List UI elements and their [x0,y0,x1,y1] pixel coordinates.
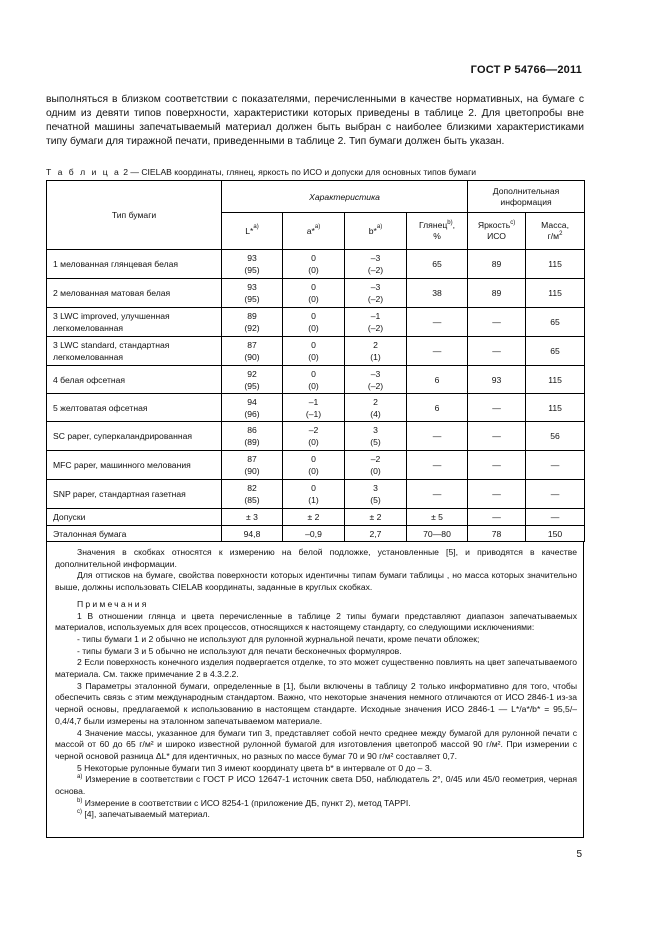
table-row [47,337,585,366]
row-brightness: — [468,337,526,366]
tolerance-gloss: ± 5 [407,509,468,526]
row-value-b: 3 (5) [345,480,407,509]
row-gloss: — [407,308,468,337]
reference-mass: 150 [526,526,585,542]
note-paragraph: Значения в скобках относятся к измерению на белой подложке, установленные [5], и приводятся в качестве дополнительной информации. [55,547,577,569]
page-number: 5 [576,849,582,860]
row-brightness: — [468,308,526,337]
table-row [47,394,585,422]
table-caption [46,167,606,177]
row-brightness: — [468,394,526,422]
note-3: 3 Параметры эталонной бумаги, определенные в [1], были включены в таблицу 2 только информативно для того, чтобы обеспечить связь с этим международным стандартом. Важно, что некоторые значения немного отличаются от ИСО 2846-1 из-за черной основы, предлагаемой к использованию в настоящем стандарте. Исходные значения ИСО 2846-1 — L*/a*/b* = 95,5/– 0,4/4,7 были измерены на эталонном запечатываемом материале. [55,680,577,726]
row-mass: 115 [526,279,585,308]
table-notes [46,542,584,838]
note-paragraph: Для оттисков на бумаге, свойства поверхности которых идентичны типам бумаги таблицы , но масса которых значительно выше, должны использовать CIELAB координаты, заданные в круглых скобках. [55,570,577,593]
row-value-a: 0 (0) [283,337,345,366]
tolerance-b: ± 2 [345,509,407,526]
row-value-a: –1 (–1) [283,394,345,422]
note-1-item: - типы бумаги 3 и 5 обычно не используют для печати бесконечных формуляров. [77,645,402,656]
row-value-a: 0 (0) [283,451,345,480]
row-brightness: — [468,422,526,451]
reference-label: Эталонная бумага [47,526,222,542]
row-gloss: 6 [407,366,468,394]
row-value-a: 0 (1) [283,480,345,509]
tolerance-mass: — [526,509,585,526]
row-mass: 115 [526,394,585,422]
row-paper-type: SC paper, суперкаландрированная [47,422,222,451]
table-row [47,366,585,394]
note-1: 1 В отношении глянца и цвета перечисленные в таблице 2 типы бумаги представляют диапазон запечатываемых материалов, используемых для всех процессов, относящихся к настоящему стандарту, со следующими исключениями: [55,610,577,633]
row-value-b: –2 (0) [345,451,407,480]
table-caption-text: 2 — CIELAB координаты, глянец, яркость по ИСО и допуски для основных типов бумаги [123,167,477,177]
reference-a: –0,9 [283,526,345,542]
row-value-l: 92 (95) [222,366,283,394]
tolerance-l: ± 3 [222,509,283,526]
note-1-item: - типы бумаги 1 и 2 обычно не используют для рулонной журнальной печати, кроме печати обложек; [77,633,480,644]
col-header-mass: Масса, $г/м^2$ [526,213,585,250]
row-paper-type: 2 мелованная матовая белая [47,279,222,308]
note-5: 5 Некоторые рулонные бумаги тип 3 имеют координату цвета b* в интервале от 0 до – 3. [77,762,433,773]
tolerance-brightness: — [468,509,526,526]
reference-b: 2,7 [345,526,407,542]
row-mass: 56 [526,422,585,451]
note-2: 2 Если поверхность конечного изделия подвергается отделке, то это может существенно повлиять на цвет запечатываемого материала. См. также примечание 2 в 4.3.2.2. [55,657,577,680]
row-value-a: –2 (0) [283,422,345,451]
row-value-l: 87 (90) [222,337,283,366]
row-brightness: 89 [468,250,526,279]
paper-types-table [46,180,585,542]
row-gloss: — [407,451,468,480]
notes-heading: Примечания [77,598,149,609]
footnote-b: $^{b)}$ Измерение в соответствии с ИСО 8254-1 (приложение ДБ, пункт 2), метод TAPPI. [77,797,411,808]
row-mass: 115 [526,366,585,394]
table-row [47,451,585,480]
table-row [47,308,585,337]
col-header-brightness: Яркость$^{c)}$ ИСО [468,213,526,250]
row-value-a: 0 (0) [283,279,345,308]
row-value-l: 89 (92) [222,308,283,337]
row-mass: — [526,480,585,509]
col-header-additional: Дополнительная информация [468,181,585,213]
footnote-c: $^{c)}$ [4], запечатываемый материал. [77,809,210,820]
col-header-a: a*$^{а)}$ [283,213,345,250]
row-gloss: — [407,422,468,451]
row-value-a: 0 (0) [283,366,345,394]
col-header-gloss: Глянец$^{b)}$, % [407,213,468,250]
row-value-l: 94 (96) [222,394,283,422]
row-paper-type: MFC paper, машинного мелования [47,451,222,480]
row-value-l: 87 (90) [222,451,283,480]
col-header-characteristic: Характеристика [222,181,468,213]
row-brightness: 93 [468,366,526,394]
row-value-b: –3 (–2) [345,279,407,308]
tolerance-a: ± 2 [283,509,345,526]
row-value-l: 86 (89) [222,422,283,451]
row-value-b: –1 (–2) [345,308,407,337]
reference-l: 94,8 [222,526,283,542]
row-value-a: 0 (0) [283,308,345,337]
intro-paragraph: выполняться в близком соответствии с показателями, перечисленными в качестве нормативных, на бумаге с одним из девяти типов поверхности, характеристики которых приведены в таблице 2. Для цветопробы вне печатной машины запечатываемый материал должен быть выбран с наиболее близкими характеристиками типу бумаги для тиражной печати, приведенными в таблице 2. Тип бумаги должен быть указан. [46,94,584,147]
table-caption-label: Т а б л и ц а [46,167,121,177]
row-mass: 65 [526,308,585,337]
row-mass: — [526,451,585,480]
row-value-l: 93 (95) [222,279,283,308]
document-header: ГОСТ Р 54766—2011 [470,64,582,76]
row-value-a: 0 (0) [283,250,345,279]
row-brightness: — [468,451,526,480]
table-row [47,250,585,279]
row-paper-type: 4 белая офсетная [47,366,222,394]
row-value-b: 3 (5) [345,422,407,451]
row-paper-type: SNP paper, стандартная газетная [47,480,222,509]
row-brightness: — [468,480,526,509]
row-gloss: — [407,480,468,509]
row-paper-type: 5 желтоватая офсетная [47,394,222,422]
row-value-b: –3 (–2) [345,250,407,279]
footnote-a: $^{а)}$ Измерение в соответствии с ГОСТ Р ИСО 12647-1 источник света D50, наблюдатель 2°, 0/45 или 45/0 геометрия, черная основа. [55,774,578,797]
row-gloss: — [407,337,468,366]
row-gloss: 6 [407,394,468,422]
table-row [47,422,585,451]
row-value-l: 93 (95) [222,250,283,279]
row-mass: 115 [526,250,585,279]
col-header-l: L*$^{а)}$ [222,213,283,250]
row-paper-type: 3 LWC standard, стандартная легкомелованная [47,337,222,366]
col-header-b: b*$^{а)}$ [345,213,407,250]
row-paper-type: 3 LWC improved, улучшенная легкомелованная [47,308,222,337]
reference-gloss: 70—80 [407,526,468,542]
row-gloss: 65 [407,250,468,279]
row-value-l: 82 (85) [222,480,283,509]
col-header-type: Тип бумаги [47,181,222,250]
row-paper-type: 1 мелованная глянцевая белая [47,250,222,279]
tolerance-label: Допуски [47,509,222,526]
table-row [47,279,585,308]
row-value-b: 2 (4) [345,394,407,422]
row-mass: 65 [526,337,585,366]
row-brightness: 89 [468,279,526,308]
note-4: 4 Значение массы, указанное для бумаги тип 3, представляет собой нечто среднее между бумагой для рулонной печати с массой от 60 до 65 г/м² и широко известной рулонной бумагой для изготовления цветопроб массой 90 г/м². При измерении с черной основой разница ΔL* для идентичных, но разных по массе бумаг 70 и 90 г/м² составляет 0,7. [55,727,577,761]
row-gloss: 38 [407,279,468,308]
row-value-b: –3 (–2) [345,366,407,394]
table-row [47,480,585,509]
reference-brightness: 78 [468,526,526,542]
row-value-b: 2 (1) [345,337,407,366]
